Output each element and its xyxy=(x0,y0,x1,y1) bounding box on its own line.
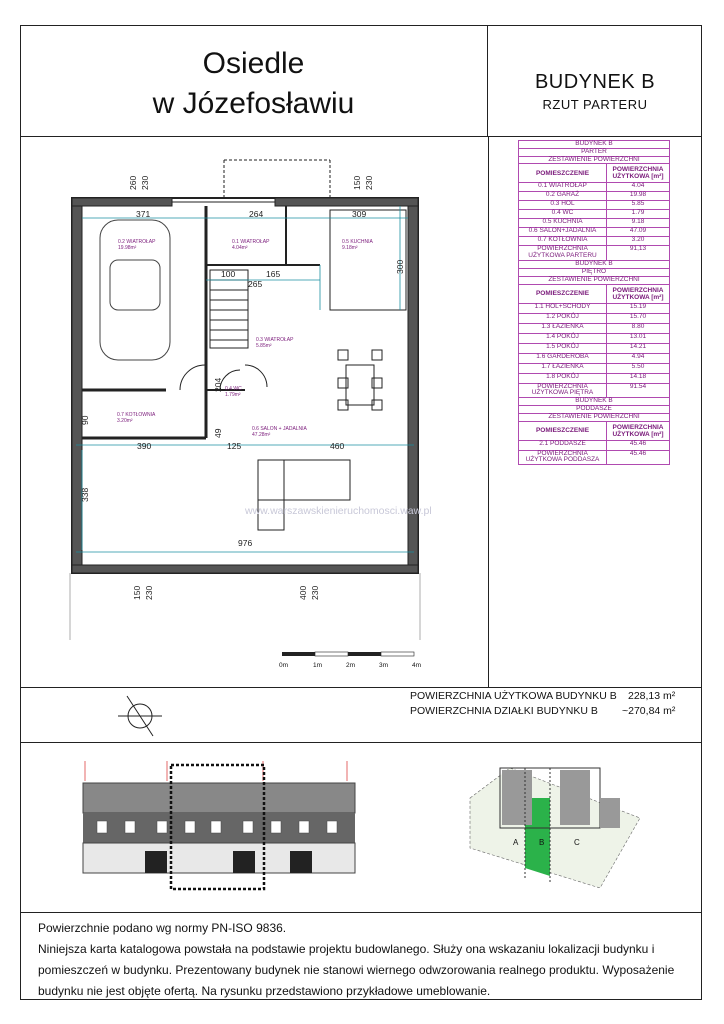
room-area: 3.20 xyxy=(607,237,670,246)
floor-plan xyxy=(30,150,490,680)
site-plan xyxy=(450,758,650,888)
room-label-garage: 0.2 WIATROŁAP 19.98m² xyxy=(118,239,156,251)
room-label-boiler: 0.7 KOTŁOWNIA 3.20m² xyxy=(117,412,156,424)
table-row xyxy=(519,363,670,373)
room-area: 45.46 xyxy=(607,450,670,465)
view-name: RZUT PARTERU xyxy=(542,97,648,112)
table-row xyxy=(519,383,670,398)
scale-2: 2m xyxy=(346,662,356,669)
room-area: 1.79 xyxy=(607,210,670,219)
dim-338: 338 xyxy=(80,487,90,502)
dim-371: 371 xyxy=(136,209,151,219)
table-section-header: PARTER xyxy=(519,148,670,156)
table-section-header: BUDYNEK B xyxy=(519,261,670,269)
dim-top-left-2: 230 xyxy=(140,175,150,190)
dim-top-right-2: 230 xyxy=(364,175,374,190)
dim-top-right-1: 150 xyxy=(352,175,362,190)
table-section-header: ZESTAWIENIE POWIERZCHNI xyxy=(519,413,670,421)
col-area-header: POWIERZCHNIA UŻYTKOWA [m²] xyxy=(607,164,670,183)
dim-976: 976 xyxy=(238,538,253,548)
table-row xyxy=(519,333,670,343)
summary-box xyxy=(20,687,702,743)
dim-125: 125 xyxy=(227,441,242,451)
room-label-wc: 0.4 WC 1.79m² xyxy=(225,386,242,398)
table-row xyxy=(519,313,670,323)
room-name: 1.4 POKÓJ xyxy=(519,333,607,343)
dim-100: 100 xyxy=(221,269,236,279)
dim-top-left-1: 260 xyxy=(128,175,138,190)
room-area: 5.85 xyxy=(607,201,670,210)
area-table xyxy=(518,140,670,465)
table-section-header: BUDYNEK B xyxy=(519,141,670,149)
table-row xyxy=(519,440,670,450)
building-box xyxy=(488,25,702,137)
dim-49: 49 xyxy=(213,428,223,438)
col-room-header: POMIESZCZENIE xyxy=(519,421,607,440)
room-name: 0.6 SALON+JADALNIA xyxy=(519,228,607,237)
dim-265: 265 xyxy=(248,279,263,289)
scale-3: 3m xyxy=(379,662,389,669)
room-label-kitchen: 0.5 KUCHNIA 9.18m² xyxy=(342,239,373,251)
room-label-vestibule: 0.1 WIATROŁAP 4.04m² xyxy=(232,239,270,251)
plot-area-value: ~270,84 m² xyxy=(622,705,676,717)
room-name: POWIERZCHNIA UŻYTKOWA PODDASZA xyxy=(519,450,607,465)
dim-bottom-right-2: 230 xyxy=(310,585,320,600)
table-section-header: ZESTAWIENIE POWIERZCHNI xyxy=(519,156,670,164)
dim-bottom-left-1: 150 xyxy=(132,585,142,600)
room-label-hall: 0.3 WIATROŁAP 5.85m² xyxy=(256,337,294,349)
room-area: 5.50 xyxy=(607,363,670,373)
site-label-b: B xyxy=(539,838,545,847)
room-area: 15.19 xyxy=(607,303,670,313)
usable-area-value: 228,13 m² xyxy=(628,690,676,702)
room-name: 0.2 GARAŻ xyxy=(519,192,607,201)
col-area-header: POWIERZCHNIA UŻYTKOWA [m²] xyxy=(607,284,670,303)
scale-1: 1m xyxy=(313,662,323,669)
room-area: 45.46 xyxy=(607,440,670,450)
table-section-header: BUDYNEK B xyxy=(519,398,670,406)
room-name: POWIERZCHNIA UŻYTKOWA PARTERU xyxy=(519,246,607,261)
room-area: 13.01 xyxy=(607,333,670,343)
site-label-c: C xyxy=(574,838,580,847)
table-row xyxy=(519,323,670,333)
title-box xyxy=(20,25,488,137)
notes xyxy=(38,918,698,1002)
room-name: 1.1 HOL+SCHODY xyxy=(519,303,607,313)
dim-165: 165 xyxy=(266,269,281,279)
room-area: 14.21 xyxy=(607,343,670,353)
scale-0: 0m xyxy=(279,662,289,669)
room-area: 91.54 xyxy=(607,383,670,398)
room-area: 14.18 xyxy=(607,373,670,383)
compass-icon xyxy=(115,692,165,740)
note-line-2: Niniejsza karta katalogowa powstała na podstawie projektu budowlanego. Służy ona wskazaniu lokalizacji budynku i pomieszczeń w budynku. Prezentowany budynek nie stanowi wiernego odwzorowania realnego produktu. Wyposażenie budynku nie jest objęte ofertą. Na rysunku przedstawiono przykładowe umeblowanie. xyxy=(38,942,675,998)
dim-204: 204 xyxy=(213,377,223,392)
dim-bottom-left-2: 230 xyxy=(144,585,154,600)
table-section-header: PODDASZE xyxy=(519,405,670,413)
usable-area-label: POWIERZCHNIA UŻYTKOWA BUDYNKU B xyxy=(410,690,617,702)
room-area: 4.94 xyxy=(607,353,670,363)
dim-460: 460 xyxy=(330,441,345,451)
watermark: www.warszawskienieruchomosci.waw.pl xyxy=(245,505,432,517)
note-line-1: Powierzchnie podano wg normy PN-ISO 9836. xyxy=(38,921,287,935)
table-row xyxy=(519,183,670,192)
table-row xyxy=(519,192,670,201)
table-row xyxy=(519,303,670,313)
scale-4: 4m xyxy=(412,662,422,669)
room-name: 1.5 POKÓJ xyxy=(519,343,607,353)
title-line-2: w Józefosławiu xyxy=(152,87,355,120)
room-area: 8.80 xyxy=(607,323,670,333)
col-room-header: POMIESZCZENIE xyxy=(519,164,607,183)
table-row xyxy=(519,246,670,261)
room-name: 1.2 POKÓJ xyxy=(519,313,607,323)
room-name: 1.7 ŁAZIENKA xyxy=(519,363,607,373)
table-row xyxy=(519,373,670,383)
room-area: 15.70 xyxy=(607,313,670,323)
dim-390: 390 xyxy=(137,441,152,451)
table-section-header: PIĘTRO xyxy=(519,268,670,276)
room-name: POWIERZCHNIA UŻYTKOWA PIĘTRA xyxy=(519,383,607,398)
table-row xyxy=(519,353,670,363)
room-area: 91,13 xyxy=(607,246,670,261)
room-area: 9.18 xyxy=(607,219,670,228)
table-row xyxy=(519,201,670,210)
room-area: 47.09 xyxy=(607,228,670,237)
dim-264: 264 xyxy=(249,209,264,219)
dim-309: 309 xyxy=(352,209,367,219)
room-label-living: 0.6 SALON + JADALNIA 47.28m² xyxy=(252,426,307,438)
title-line-1: Osiedle xyxy=(202,47,305,80)
site-label-a: A xyxy=(513,838,519,847)
col-room-header: POMIESZCZENIE xyxy=(519,284,607,303)
plot-area-label: POWIERZCHNIA DZIAŁKI BUDYNKU B xyxy=(410,705,598,717)
room-name: 1.3 ŁAZIENKA xyxy=(519,323,607,333)
table-row xyxy=(519,450,670,465)
building-name: BUDYNEK B xyxy=(534,71,656,93)
room-area: 19.98 xyxy=(607,192,670,201)
room-name: 0.5 KUCHNIA xyxy=(519,219,607,228)
room-name: 1.6 GARDEROBA xyxy=(519,353,607,363)
elevation-drawing xyxy=(75,753,385,903)
col-area-header: POWIERZCHNIA UŻYTKOWA [m²] xyxy=(607,421,670,440)
table-row xyxy=(519,210,670,219)
room-name: 1.8 POKÓJ xyxy=(519,373,607,383)
dim-300: 300 xyxy=(395,259,405,274)
room-name: 0.4 WC xyxy=(519,210,607,219)
room-area: 4.04 xyxy=(607,183,670,192)
room-name: 2.1 PODDASZE xyxy=(519,440,607,450)
room-name: 0.7 KOTŁOWNIA xyxy=(519,237,607,246)
table-section-header: ZESTAWIENIE POWIERZCHNI xyxy=(519,276,670,284)
dim-bottom-right-1: 400 xyxy=(298,585,308,600)
bottom-drawings xyxy=(20,743,702,913)
room-name: 0.1 WIATROŁAP xyxy=(519,183,607,192)
table-row xyxy=(519,343,670,353)
room-name: 0.3 HOL xyxy=(519,201,607,210)
dim-90: 90 xyxy=(80,415,90,425)
